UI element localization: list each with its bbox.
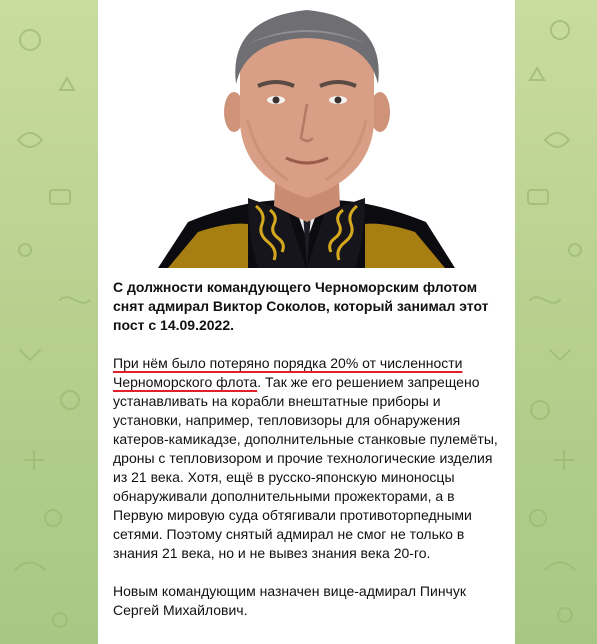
post-body-rest: . Так же его решением запрещено устанавливать на корабли внештатные приборы и установки, например, тепловизоры для обнаружения катеров-камикадзе, дополнительные станковые пулемёты, дроны с тепловизором и прочие технологические изделия из 21 века. Хотя, ещё в русско-японскую миноносцы обнаруживали дополнительными прожекторами, а в Первую мировую суда обтягивали противоторпедными сетями. Поэтому снятый адмирал не смог не только в знания 21 века, но и не вывез знания века 20-го.: [113, 374, 498, 561]
highlighted-phrase: При нём было потеряно порядка 20% от численности Черноморского флота: [113, 355, 463, 390]
message-text: [98, 268, 515, 620]
post-photo[interactable]: [98, 0, 515, 268]
admiral-portrait-image: [98, 0, 515, 268]
post-headline: С должности командующего Черноморским флотом снят адмирал Виктор Соколов, который занимал этот пост с 14.09.2022.: [113, 279, 489, 333]
message-bubble: [98, 0, 515, 644]
post-body: [113, 354, 499, 563]
post-footer: Новым командующим назначен вице-адмирал Пинчук Сергей Михайлович.: [113, 583, 466, 618]
